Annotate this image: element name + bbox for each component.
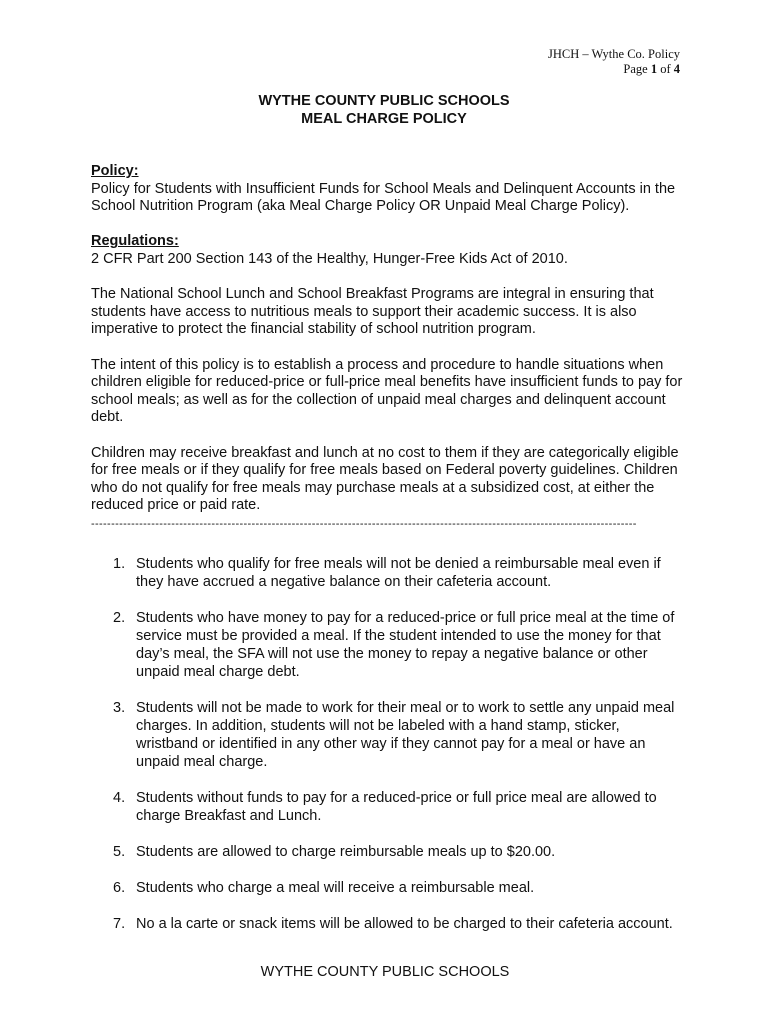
list-number: 1.	[113, 556, 126, 572]
list-number: 5.	[113, 844, 126, 860]
list-text: Students who charge a meal will receive a reimbursable meal.	[136, 880, 535, 896]
list-number: 6.	[113, 880, 126, 896]
list-item	[113, 789, 683, 825]
document-title	[0, 92, 770, 128]
policy-text: Policy for Students with Insufficient Funds for School Meals and Delinquent Accounts in the School Nutrition Program (aka Meal Charge Policy OR Unpaid Meal Charge Policy).	[91, 180, 676, 215]
list-text: Students without funds to pay for a reduced-price or full price meal are allowed to charge Breakfast and Lunch.	[136, 790, 657, 824]
list-item	[113, 879, 683, 897]
dashed-divider: ----------------------------------------------------------------------------------------------------------------------------------------	[91, 518, 637, 530]
page-of: of	[660, 62, 671, 76]
title-line-2: MEAL CHARGE POLICY	[301, 111, 467, 127]
list-number: 2.	[113, 610, 126, 626]
list-item	[113, 843, 683, 861]
document-body	[91, 163, 691, 515]
list-item	[113, 915, 683, 933]
page-label: Page	[623, 62, 648, 76]
page-number	[548, 62, 680, 77]
list-text: Students are allowed to charge reimbursable meals up to $20.00.	[136, 844, 556, 860]
list-item	[113, 555, 683, 591]
list-text: No a la carte or snack items will be allowed to be charged to their cafeteria account.	[136, 916, 673, 932]
page-reference	[548, 47, 680, 77]
policy-heading: Policy:	[91, 163, 139, 179]
policy-reference: JHCH – Wythe Co. Policy	[547, 47, 680, 61]
list-number: 7.	[113, 916, 126, 932]
page-total: 4	[673, 62, 680, 76]
title-line-1: WYTHE COUNTY PUBLIC SCHOOLS	[258, 93, 510, 109]
list-text: Students will not be made to work for their meal or to work to settle any unpaid meal charges. In addition, students will not be labeled with a hand stamp, sticker, wristband or identified in any other way if they cannot pay for a meal or have an unpaid meal charge.	[136, 700, 675, 770]
paragraph-intent: The intent of this policy is to establish a process and procedure to handle situations when children eligible for reduced-price or full-price meal benefits have insufficient funds to pay for school meals; as well as for the collection of unpaid meal charges and delinquent account debt.	[91, 356, 683, 426]
regulations-heading: Regulations:	[91, 233, 179, 250]
page-current: 1	[650, 62, 658, 76]
rules-list	[113, 555, 683, 951]
list-text: Students who have money to pay for a reduced-price or full price meal at the time of service must be provided a meal. If the student intended to use the money for that day’s meal, the SFA will not use the money to repay a negative balance or other unpaid meal charge debt.	[136, 610, 675, 680]
regulations-text: 2 CFR Part 200 Section 143 of the Healthy, Hunger-Free Kids Act of 2010.	[91, 250, 568, 267]
paragraph-programs: The National School Lunch and School Breakfast Programs are integral in ensuring that students have access to nutritious meals to support their academic success. It is also imperative to protect the financial stability of school nutrition program.	[91, 286, 654, 338]
list-number: 4.	[113, 790, 126, 806]
list-number: 3.	[113, 700, 126, 716]
list-item	[113, 609, 683, 681]
paragraph-eligibility: Children may receive breakfast and lunch at no cost to them if they are categorically eligible for free meals or if they qualify for free meals based on Federal poverty guidelines. Children who do not qualify for free meals may purchase meals at a subsidized cost, at either the reduced price or paid rate.	[91, 444, 679, 514]
list-item	[113, 699, 683, 771]
page-footer: WYTHE COUNTY PUBLIC SCHOOLS	[260, 964, 510, 980]
list-text: Students who qualify for free meals will not be denied a reimbursable meal even if they have accrued a negative balance on their cafeteria account.	[136, 556, 661, 590]
